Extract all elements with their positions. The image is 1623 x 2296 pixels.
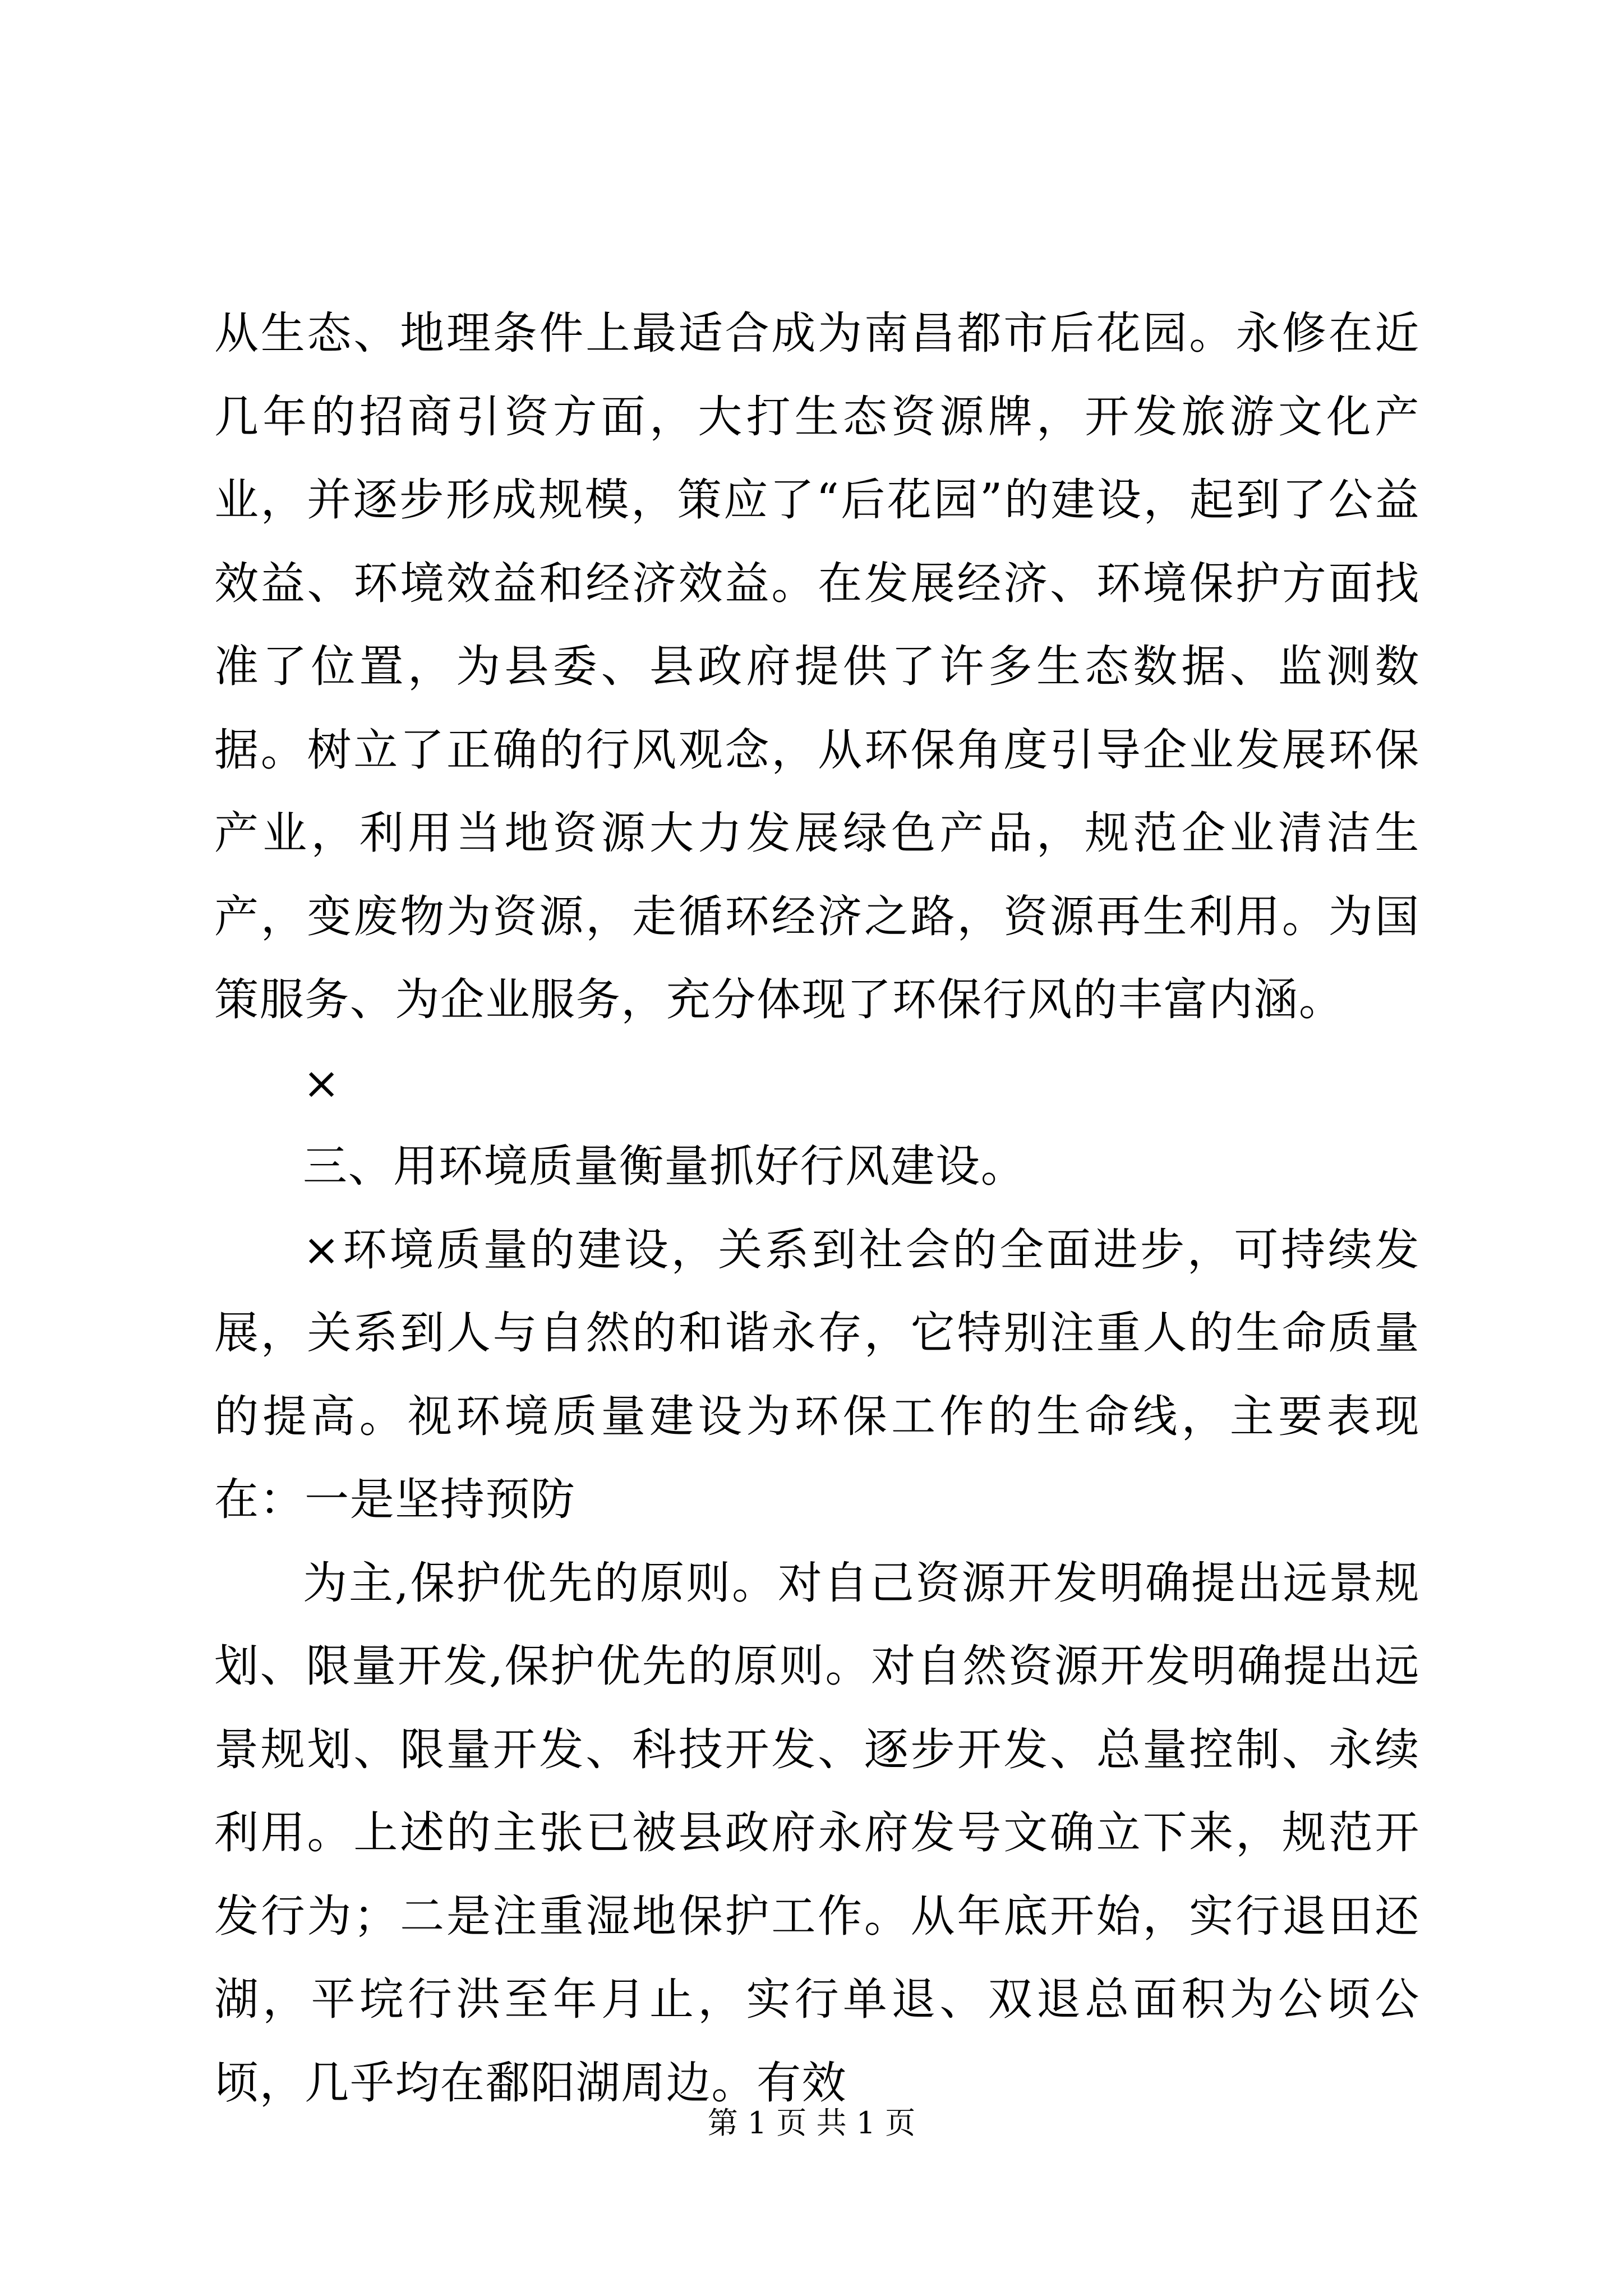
document-body — [214, 292, 1420, 2124]
paragraph-marker: × — [303, 1057, 341, 1109]
page-footer: 第 1 页 共 1 页 — [707, 2105, 916, 2141]
paragraph-protection-principle: 为主,保护优先的原则。对自己资源开发明确提出远景规划、限量开发,保护优先的原则。对自然资源开发明确提出远景规划、限量开发、科技开发、逐步开发、总量控制、永续利用。上述的主张已被县政府永府发号文确立下来，规范开发行为；二是注重湿地保护工作。从年底开始，实行退田还湖，平垸行洪至年月止，实行单退、双退总面积为公顷公顷，几乎均在鄱阳湖周边。有效 — [214, 1557, 1420, 2109]
section-heading: 三、用环境质量衡量抓好行风建设。 — [303, 1140, 1026, 1192]
paragraph-continuation: 从生态、地理条件上最适合成为南昌都市后花园。永修在近几年的招商引资方面，大打生态资源牌，开发旅游文化产业，并逐步形成规模，策应了“后花园”的建设，起到了公益效益、环境效益和经济效益。在发展经济、环境保护方面找准了位置，为县委、县政府提供了许多生态数据、监测数据。树立了正确的行风观念，从环保角度引导企业发展环保产业，利用当地资源大力发展绿色产品，规范企业清洁生产，变废物为资源，走循环经济之路，资源再生利用。为国策服务、为企业服务，充分体现了环保行风的丰富内涵。 — [214, 307, 1420, 1025]
paragraph-environment-quality: ×环境质量的建设，关系到社会的全面进步，可持续发展，关系到人与自然的和谐永存，它特别注重人的生命质量的提高。视环境质量建设为环保工作的生命线，主要表现在：一是坚持预防 — [214, 1223, 1420, 1525]
